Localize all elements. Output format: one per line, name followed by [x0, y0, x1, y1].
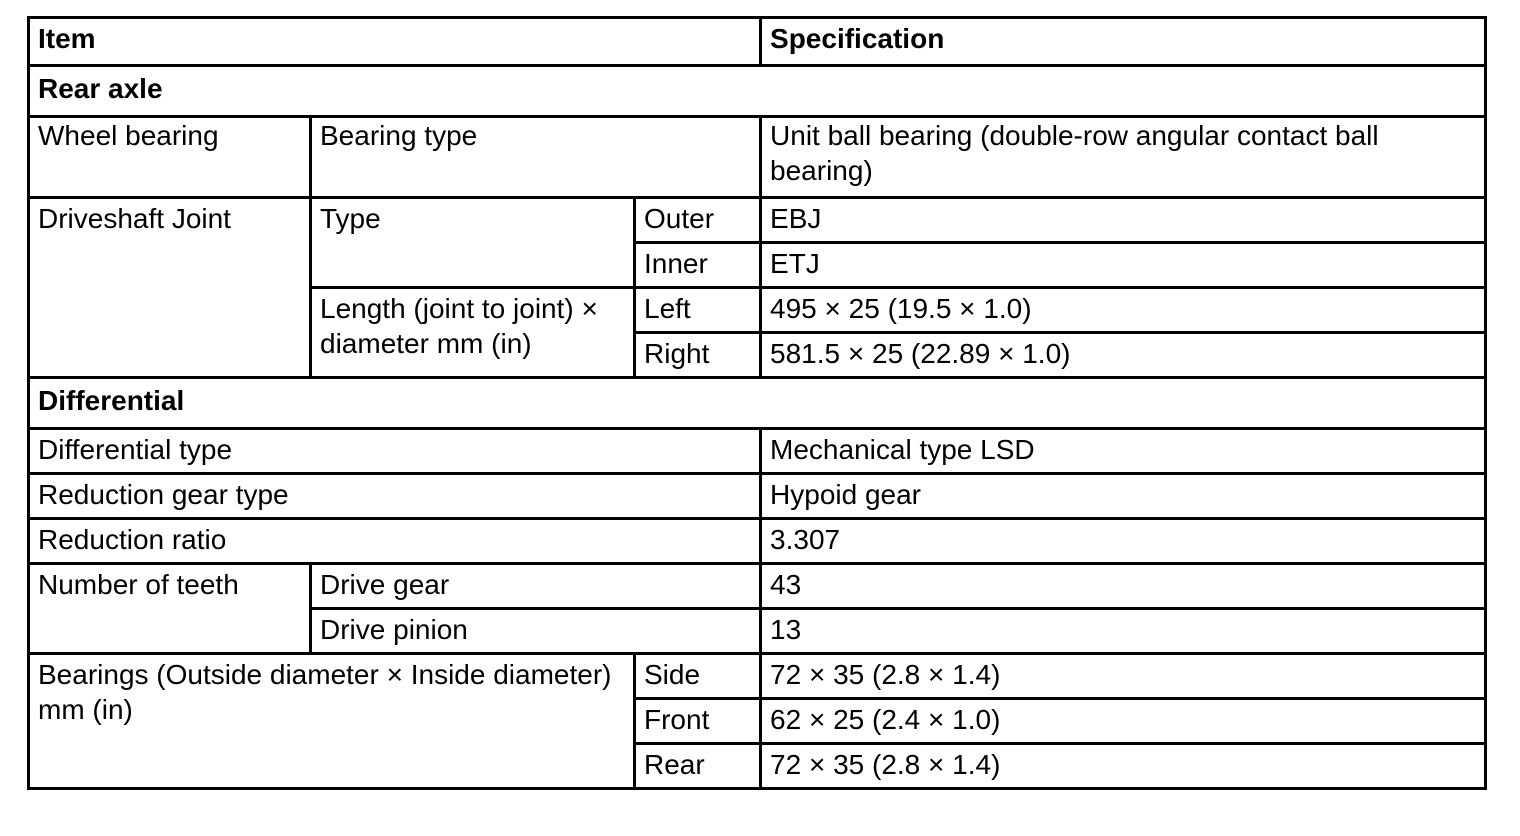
section-row-rear-axle — [29, 66, 1486, 117]
table-row — [29, 198, 1486, 243]
section-row-differential — [29, 378, 1486, 429]
table-row — [29, 474, 1486, 519]
wheel-bearing-label: Wheel bearing — [29, 117, 311, 198]
table-row — [29, 564, 1486, 609]
driveshaft-type-label: Type — [311, 198, 635, 288]
length-label: Length (joint to joint) × diameter mm (in) — [311, 288, 635, 378]
reduction-ratio-spec: 3.307 — [761, 519, 1486, 564]
table-row — [29, 429, 1486, 474]
driveshaft-joint-label: Driveshaft Joint — [29, 198, 311, 378]
number-of-teeth-label: Number of teeth — [29, 564, 311, 654]
section-title-rear-axle: Rear axle — [29, 66, 1486, 117]
left-label: Left — [635, 288, 761, 333]
side-spec: 72 × 35 (2.8 × 1.4) — [761, 654, 1486, 699]
front-label: Front — [635, 699, 761, 744]
header-row — [29, 18, 1486, 66]
inner-spec: ETJ — [761, 243, 1486, 288]
specification-table — [27, 16, 1487, 790]
reduction-gear-type-spec: Hypoid gear — [761, 474, 1486, 519]
rear-spec: 72 × 35 (2.8 × 1.4) — [761, 744, 1486, 789]
table-row — [29, 117, 1486, 198]
inner-label: Inner — [635, 243, 761, 288]
side-label: Side — [635, 654, 761, 699]
outer-spec: EBJ — [761, 198, 1486, 243]
drive-gear-spec: 43 — [761, 564, 1486, 609]
front-spec: 62 × 25 (2.4 × 1.0) — [761, 699, 1486, 744]
outer-label: Outer — [635, 198, 761, 243]
differential-type-label: Differential type — [29, 429, 761, 474]
drive-gear-label: Drive gear — [311, 564, 761, 609]
right-spec: 581.5 × 25 (22.89 × 1.0) — [761, 333, 1486, 378]
left-spec: 495 × 25 (19.5 × 1.0) — [761, 288, 1486, 333]
differential-type-spec: Mechanical type LSD — [761, 429, 1486, 474]
header-item: Item — [29, 18, 761, 66]
table-row — [29, 519, 1486, 564]
bearings-label: Bearings (Outside diameter × Inside diameter) mm (in) — [29, 654, 635, 789]
reduction-gear-type-label: Reduction gear type — [29, 474, 761, 519]
bearing-type-spec: Unit ball bearing (double-row angular contact ball bearing) — [761, 117, 1486, 198]
reduction-ratio-label: Reduction ratio — [29, 519, 761, 564]
table-row — [29, 654, 1486, 699]
drive-pinion-spec: 13 — [761, 609, 1486, 654]
rear-label: Rear — [635, 744, 761, 789]
bearing-type-label: Bearing type — [311, 117, 761, 198]
section-title-differential: Differential — [29, 378, 1486, 429]
header-specification: Specification — [761, 18, 1486, 66]
drive-pinion-label: Drive pinion — [311, 609, 761, 654]
right-label: Right — [635, 333, 761, 378]
